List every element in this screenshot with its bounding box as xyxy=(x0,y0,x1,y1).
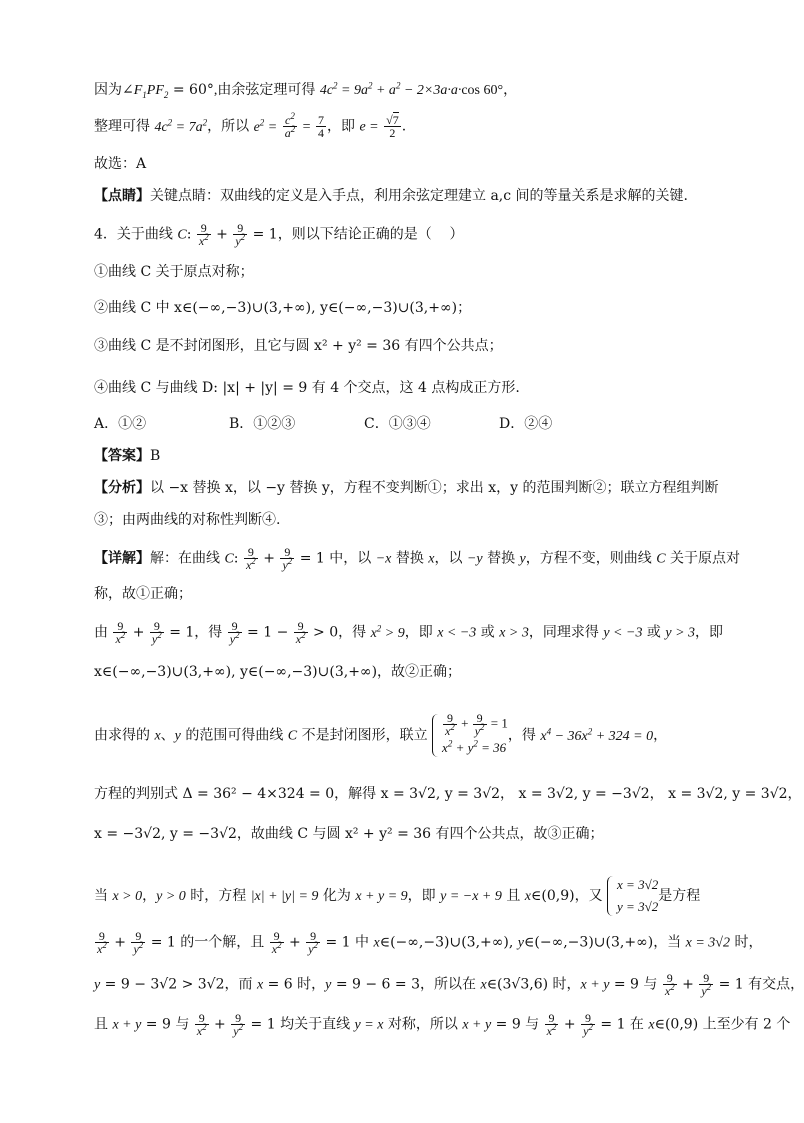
analysis-text-1: 以 −x 替换 x，以 −y 替换 y，方程不变判断①；求出 x，y 的范围判断②；联立方程组判断 xyxy=(150,480,719,496)
detail-line-7: x = −3√2, y = −3√2，故曲线 C 与圆 x² + y² = 36 有四个公共点，故③正确； xyxy=(94,826,604,842)
statement-3: ③曲线 C 是不封闭图形，且它与圆 x² + y² = 36 有四个公共点； xyxy=(94,338,503,354)
line-key-point xyxy=(94,186,734,206)
line-cosine-law: 因为$\angle F_1PF_2 = 60^\circ$,由余弦定理可得 $4c^2 = 9a^2 + a^2 - 2\times 3a\cdot a\cdot\cos$ 60°， xyxy=(94,80,518,100)
answer-line xyxy=(94,446,734,466)
detail-line-8: 当 x > 0，y > 0 时，方程 |x| + |y| = 9 化为 x + y = 9，即 y = −x + 9 且 x∈(0,9)，又 x = 3√2 y = 3√2 是方程 xyxy=(94,877,701,914)
detail-line-4: x∈(−∞,−3)∪(3,+∞), y∈(−∞,−3)∪(3,+∞)，故②正确； xyxy=(94,664,462,680)
key-point-tag: 【点睛】 xyxy=(94,188,150,204)
analysis-tag: 【分析】 xyxy=(94,480,150,496)
options-row xyxy=(94,414,734,434)
detail-tag: 【详解】 xyxy=(94,550,150,567)
detail-line-5: 由求得的 x、y 的范围可得曲线 C 不是封闭图形，联立 $\frac{9}{x^2}$ + $\frac{9}{y^2}$ = 1 $x^2 + y^2 = 36$ ，得 $x^4 - 36x^2 + 324 = 0$， xyxy=(94,711,668,755)
statement-2: ②曲线 C 中 x∈(−∞,−3)∪(3,+∞), y∈(−∞,−3)∪(3,+∞)； xyxy=(94,300,472,316)
statement-4: ④曲线 C 与曲线 D: |x| + |y| = 9 有 4 个交点，这 4 点构成正方形. xyxy=(94,380,520,396)
option-a: A．①② xyxy=(94,416,147,432)
detail-line-3: 由 $\frac{9}{x^2}$ + $\frac{9}{y^2}$ = 1，得 $\frac{9}{y^2}$ = 1 − $\frac{9}{x^2}$ > 0，得 $x^2 > 9$，即 x < −3 或 x > 3，同理求得 y < −3 或 y > 3，即 xyxy=(94,619,724,646)
statement-1: ①曲线 C 关于原点对称； xyxy=(94,264,254,280)
question-4-stem: 4．关于曲线 C: $\frac{9}{x^2}$ + $\frac{9}{y^2}$ = 1，则以下结论正确的是（ ） xyxy=(94,221,464,248)
option-b: B．①②③ xyxy=(229,416,296,432)
detail-line-6: 方程的判别式 Δ = 36² − 4×324 = 0，解得 x = 3√2, y = 3√2， x = 3√2, y = −3√2， x = 3√2, y = 3√2， xyxy=(94,786,802,802)
detail-line-11: 且 x + y = 9 与 $\frac{9}{x^2}$ + $\frac{9}{y^2}$ = 1 均关于直线 y = x 对称，所以 x + y = 9 与 $\frac{9}{x^2}$ + $\frac{9}{y^2}$ = 1 在 x∈(0,9) 上至少有 2 个 xyxy=(94,1011,791,1038)
detail-line-9: $\frac{9}{x^2}$ + $\frac{9}{y^2}$ = 1 的一个解，且 $\frac{9}{x^2}$ + $\frac{9}{y^2}$ = 1 中 x∈(−∞,−3)∪(3,+∞), y∈(−∞,−3)∪(3,+∞)，当 x = 3√2 时， xyxy=(97,929,763,956)
analysis-line-1 xyxy=(94,478,734,498)
key-point-text: 关键点睛：双曲线的定义是入手点，利用余弦定理建立 a,c 间的等量关系是求解的关键. xyxy=(150,188,688,204)
line-eccentricity: 整理可得 $4c^2 = 7a^2$，所以 $e^2$ = $\frac{c^2}{a^2}$ = $\frac{7}{4}$ ，即 e = $\frac{√7}{2}$ . xyxy=(94,111,407,140)
detail-line-10: y = 9 − 3√2 > 3√2，而 x = 6 时，y = 9 − 6 = 3，所以在 x∈(3√3,6) 时，x + y = 9 与 $\frac{9}{x^2}$ + $\frac{9}{y^2}$ = 1 有交点， xyxy=(94,971,804,998)
detail-line-2: 称，故①正确； xyxy=(94,586,192,602)
analysis-line-2: ③；由两曲线的对称性判断④. xyxy=(94,512,281,528)
detail-line-1: 【详解】解：在曲线 C: $\frac{9}{x^2}$ + $\frac{9}{y^2}$ = 1 中，以 −x 替换 x，以 −y 替换 y，方程不变，则曲线 C 关于原点对 xyxy=(94,545,741,572)
answer-value: B xyxy=(150,448,161,464)
answer-tag: 【答案】 xyxy=(94,448,150,464)
option-d: D．②④ xyxy=(499,416,553,432)
line-choose-a: 故选：A xyxy=(94,156,147,172)
option-c: C．①③④ xyxy=(364,416,431,432)
